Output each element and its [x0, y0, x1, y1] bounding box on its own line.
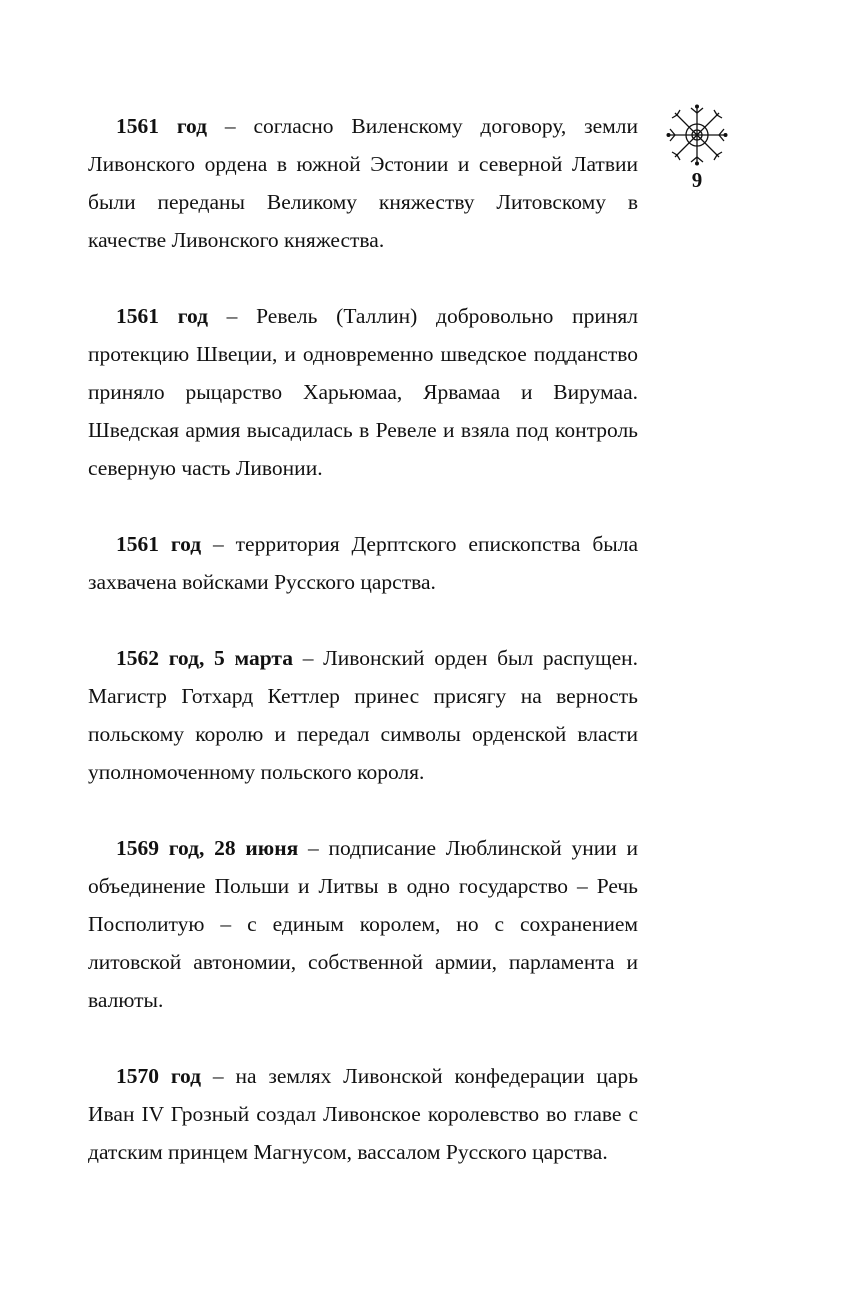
entry-date: 1569 год, 28 июня: [116, 836, 299, 860]
entry-date: 1562 год, 5 марта: [116, 646, 293, 670]
entry-date: 1561 год: [116, 304, 208, 328]
chronology-entry: [88, 107, 638, 259]
chronology-entry: [88, 639, 638, 791]
chronology-entry: [88, 1057, 638, 1171]
chronology-entry: [88, 525, 638, 601]
chronology-entry: [88, 829, 638, 1019]
entry-text: – Ливонский орден был распущен. Магистр Готхард Кеттлер принес присягу на верность польскому королю и передал символы орденской власти уполномоченному польского короля.: [88, 646, 638, 784]
folk-rune-ornament-icon: [666, 104, 728, 166]
entry-text: – на землях Ливонской конфедерации царь Иван IV Грозный создал Ливонское королевство во главе с датским принцем Магнусом, вассалом Русского царства.: [88, 1064, 638, 1164]
entry-text: – согласно Виленскому договору, земли Ливонского ордена в южной Эстонии и северной Латвии были переданы Великому княжеству Литовскому в качестве Ливонского княжества.: [88, 114, 638, 252]
entry-text: – территория Дерптского епископства была захвачена войсками Русского царства.: [88, 532, 639, 594]
chronology-entry: [88, 297, 638, 487]
page-number: 9: [691, 168, 703, 192]
entry-date: 1561 год: [116, 532, 202, 556]
entry-date: 1570 год: [116, 1064, 202, 1088]
chronology-text: [88, 107, 638, 1209]
entry-text: – подписание Люблинской унии и объединение Польши и Литвы в одно государство – Речь Посполитую – с единым королем, но с сохранением литовской автономии, собственной армии, парламента и валюты.: [88, 836, 638, 1012]
entry-text: – Ревель (Таллин) добровольно принял протекцию Швеции, и одновременно шведское подданство приняло рыцарство Харьюмаа, Ярвамаа и Вирумаа. Шведская армия высадилась в Ревеле и взяла под контроль северную часть Ливонии.: [88, 304, 638, 480]
entry-date: 1561 год: [116, 114, 208, 138]
